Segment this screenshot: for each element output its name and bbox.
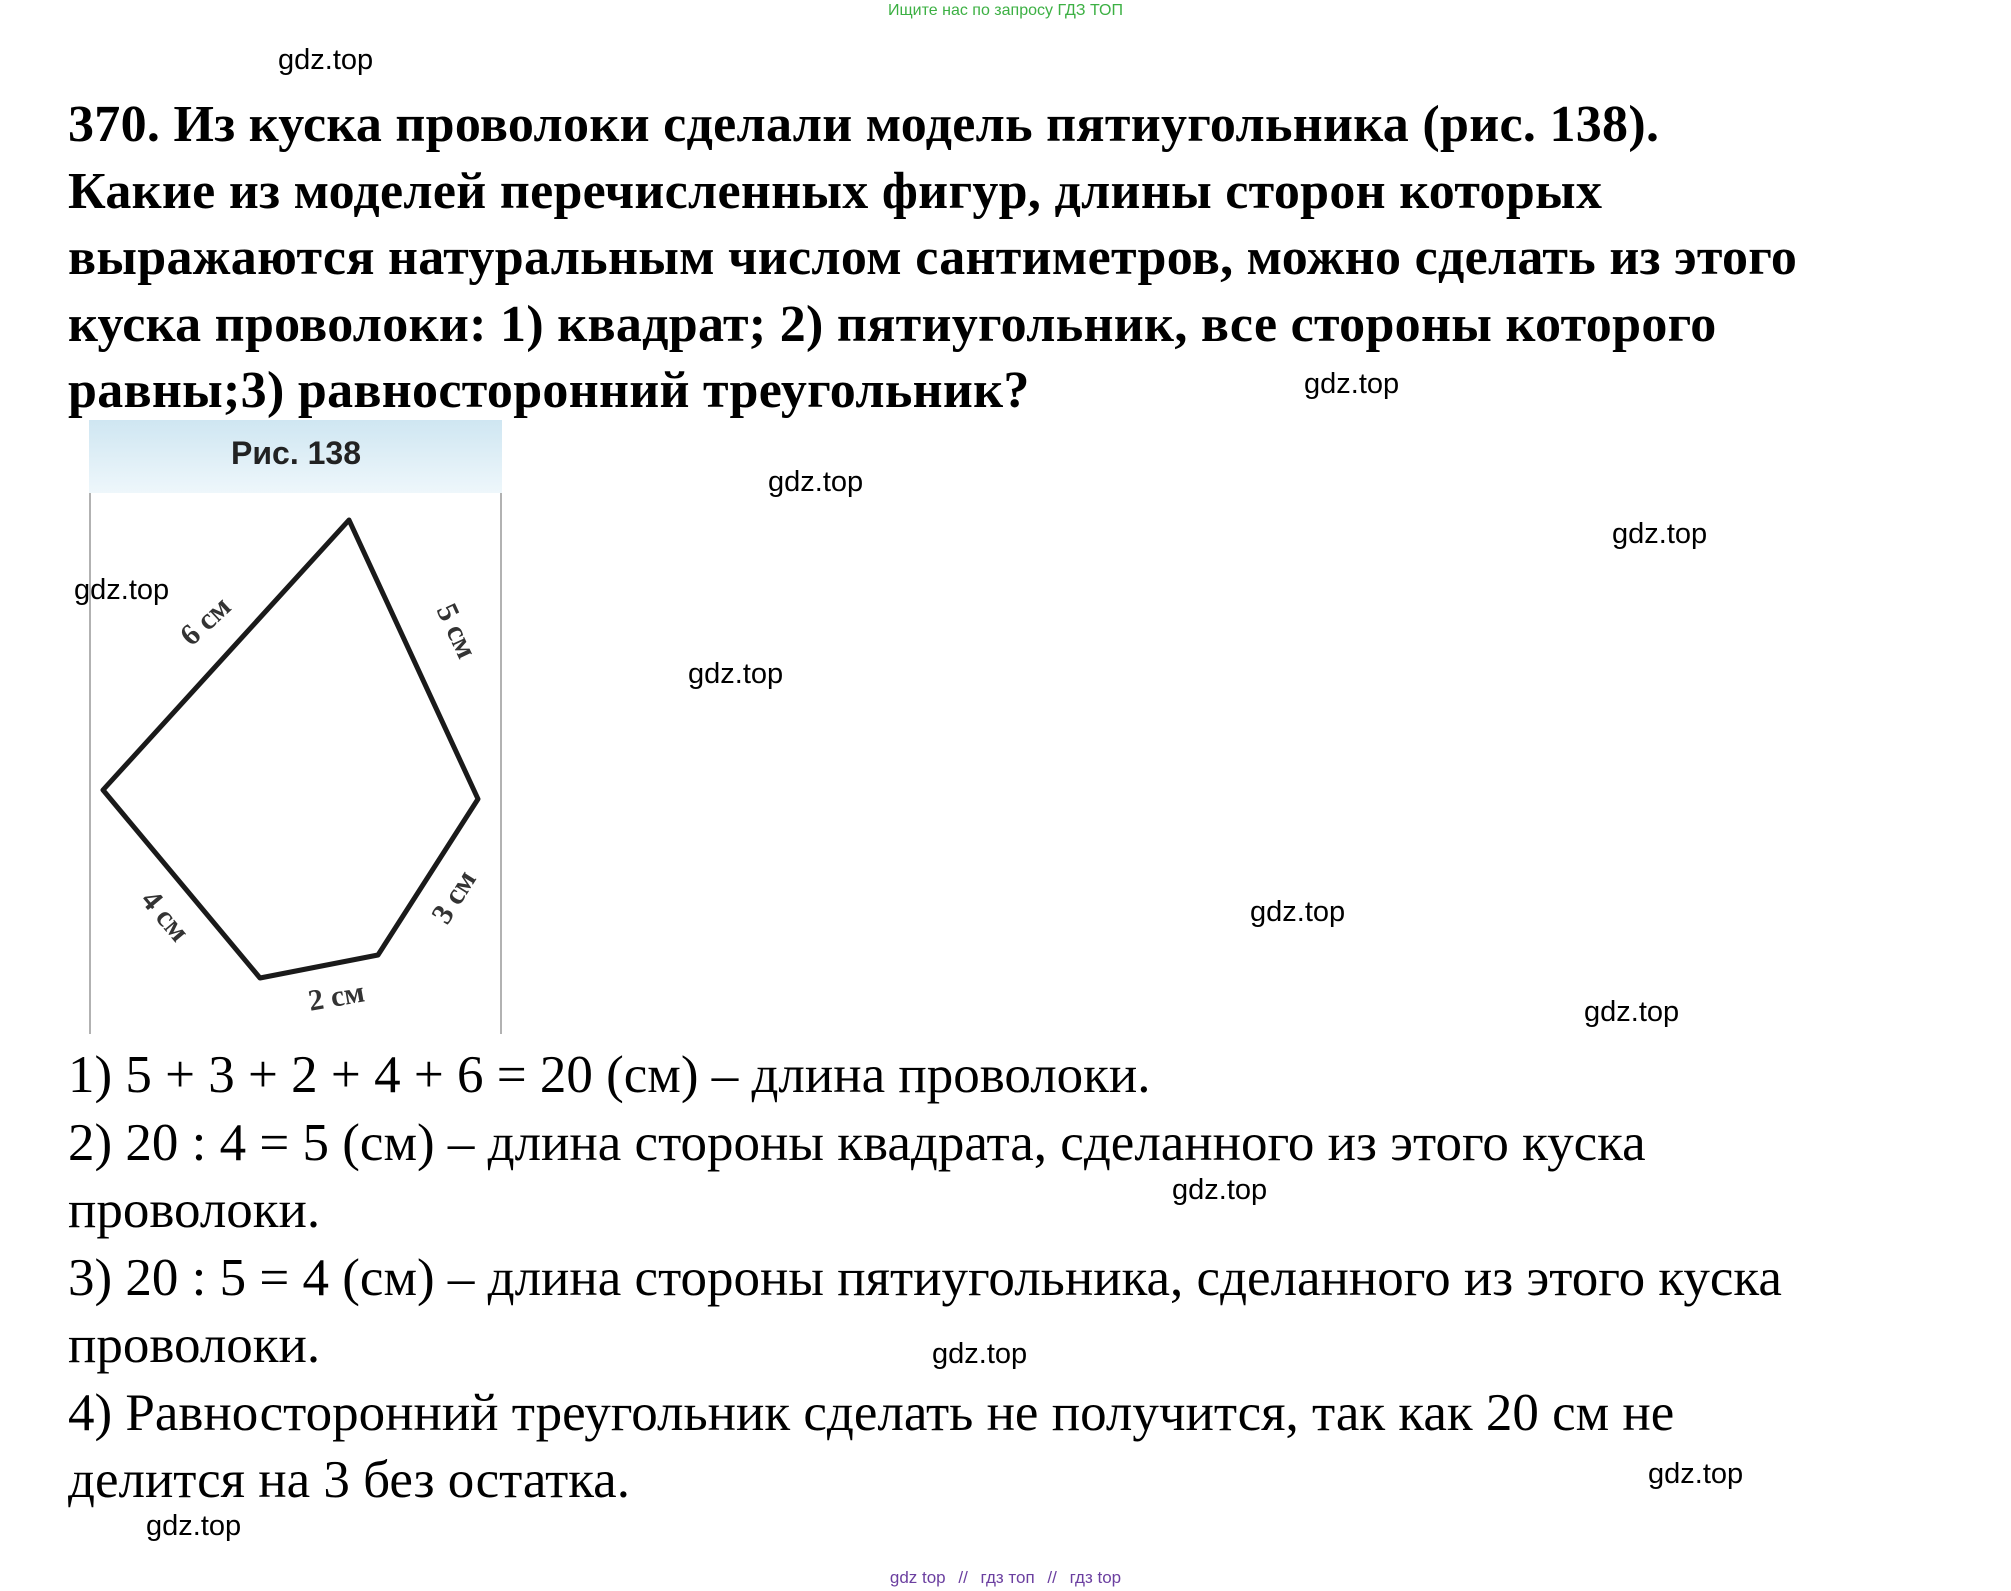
answer-line: проволоки. <box>68 1181 321 1239</box>
watermark: gdz.top <box>1648 1458 1744 1490</box>
watermark: gdz.top <box>768 466 864 498</box>
watermark: gdz.top <box>1304 368 1400 400</box>
side-label-2: 2 см <box>305 975 367 1018</box>
watermark: gdz.top <box>932 1338 1028 1370</box>
side-label-3: 3 см <box>425 864 483 930</box>
top-banner[interactable]: Ищите нас по запросу ГДЗ ТОП <box>888 2 1123 19</box>
footer-link[interactable]: гдз top <box>1069 1568 1122 1587</box>
answer-solution <box>68 1042 2003 1515</box>
answer-line: 1) 5 + 3 + 2 + 4 + 6 = 20 (см) – длина проволоки. <box>68 1046 1151 1104</box>
watermark: gdz.top <box>278 44 374 76</box>
watermark: gdz.top <box>1584 996 1680 1028</box>
problem-line: 370. Из куска проволоки сделали модель пятиугольника (рис. 138). <box>68 96 1660 153</box>
side-label-6: 6 см <box>173 589 238 653</box>
footer-link[interactable]: гдз топ <box>980 1568 1035 1587</box>
watermark: gdz.top <box>1172 1174 1268 1206</box>
footer-separator: // <box>958 1568 968 1587</box>
problem-line: равны;3) равносторонний треугольник? <box>68 362 1030 419</box>
footer-links <box>0 1568 2011 1588</box>
problem-line: выражаются натуральным числом сантиметров, можно сделать из этого <box>68 229 1798 286</box>
footer-separator: // <box>1047 1568 1057 1587</box>
figure-138 <box>86 420 506 1040</box>
watermark: gdz.top <box>688 658 784 690</box>
watermark: gdz.top <box>146 1510 242 1542</box>
side-label-4: 4 см <box>134 883 196 949</box>
answer-line: 4) Равносторонний треугольник сделать не получится, так как 20 см не <box>68 1383 1675 1442</box>
problem-statement <box>68 92 2003 425</box>
watermark: gdz.top <box>1250 896 1346 928</box>
answer-line: 3) 20 : 5 = 4 (см) – длина стороны пятиугольника, сделанного из этого куска <box>68 1248 1782 1307</box>
watermark: gdz.top <box>1612 518 1708 550</box>
problem-line: куска проволоки: 1) квадрат; 2) пятиугольник, все стороны которого <box>68 295 1717 353</box>
answer-line: проволоки. <box>68 1316 321 1374</box>
side-label-5: 5 см <box>429 598 484 664</box>
figure-title: Рис. 138 <box>231 435 361 471</box>
problem-line: Какие из моделей перечисленных фигур, длины сторон которых <box>68 162 1603 220</box>
answer-line: 2) 20 : 4 = 5 (см) – длина стороны квадрата, сделанного из этого куска <box>68 1113 1646 1172</box>
answer-line: делится на 3 без остатка. <box>68 1451 630 1509</box>
watermark: gdz.top <box>74 574 170 606</box>
footer-link[interactable]: gdz top <box>889 1568 946 1587</box>
